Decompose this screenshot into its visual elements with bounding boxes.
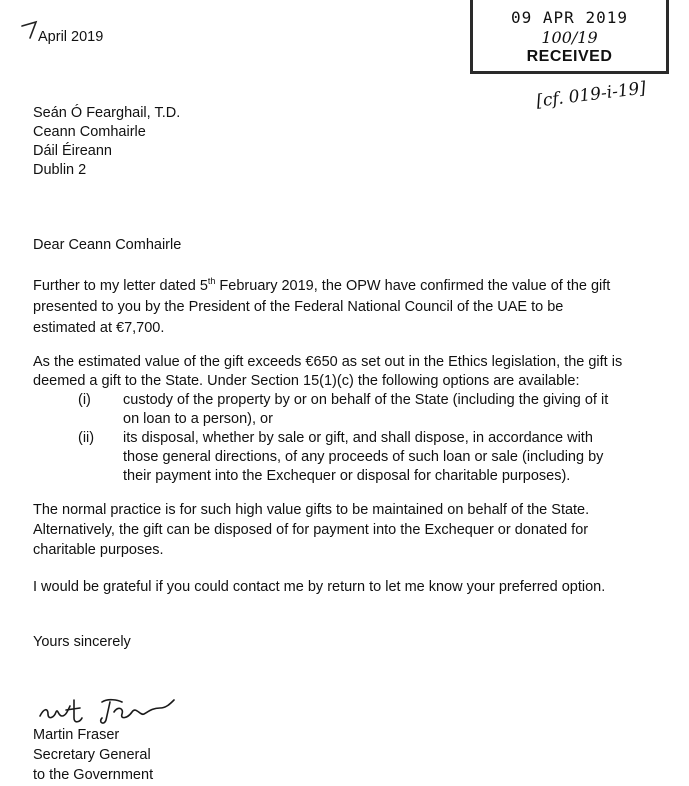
signer-block — [33, 725, 153, 785]
option-item — [33, 390, 643, 428]
signer-name: Martin Fraser — [33, 727, 120, 743]
recipient-address — [33, 103, 180, 179]
option-item — [33, 428, 643, 485]
paragraph-normal-practice — [33, 500, 589, 560]
paragraph-gift-valuation — [33, 276, 613, 339]
letter-date: April 2019 — [38, 29, 104, 45]
paragraph-ethics-options — [33, 352, 643, 485]
signer-title: Secretary General — [33, 747, 151, 763]
salutation: Dear Ceann Comhairle — [33, 237, 182, 253]
stamp-date: 09 APR 2019 — [511, 8, 628, 27]
option-line: those general directions, of any proceeds of such loan or sale (including by — [123, 449, 604, 465]
stamp-reference: 100/19 — [541, 28, 598, 47]
recipient-line: Dáil Éireann — [33, 143, 112, 159]
paragraph-line: As the estimated value of the gift exceeds €650 as set out in the Ethics legislation, the gift is — [33, 354, 623, 370]
option-line: their payment into the Exchequer or disposal for charitable purposes). — [123, 468, 571, 484]
option-line: custody of the property by or on behalf of the State (including the giving of it — [123, 392, 609, 408]
option-number: (i) — [78, 392, 91, 408]
paragraph-line: deemed a gift to the State. Under Section 15(1)(c) the following options are available: — [33, 373, 580, 389]
paragraph-line: estimated at €7,700. — [33, 320, 165, 336]
paragraph-request: I would be grateful if you could contact me by return to let me know your preferred option. — [33, 579, 606, 595]
handwritten-signature — [36, 694, 186, 728]
paragraph-line: Further to my letter dated 5th February 2019, the OPW have confirmed the value of the gift — [33, 276, 611, 294]
paragraph-line: Alternatively, the gift can be disposed of for payment into the Exchequer or donated for — [33, 522, 589, 538]
handwritten-file-reference: [cf. 019-i-19] — [535, 78, 648, 112]
option-line: its disposal, whether by sale or gift, and shall dispose, in accordance with — [123, 430, 593, 446]
signer-title: to the Government — [33, 767, 154, 783]
recipient-line: Seán Ó Fearghail, T.D. — [33, 105, 181, 121]
recipient-line: Dublin 2 — [33, 162, 87, 178]
option-line: on loan to a person), or — [123, 411, 273, 427]
closing: Yours sincerely — [33, 634, 131, 650]
option-number: (ii) — [78, 430, 95, 446]
paragraph-line: charitable purposes. — [33, 542, 164, 558]
recipient-line: Ceann Comhairle — [33, 124, 146, 140]
stamp-label: RECEIVED — [526, 48, 613, 65]
received-stamp — [470, 0, 669, 74]
paragraph-line: The normal practice is for such high value gifts to be maintained on behalf of the State. — [33, 502, 590, 518]
paragraph-line: presented to you by the President of the Federal National Council of the UAE to be — [33, 299, 564, 315]
